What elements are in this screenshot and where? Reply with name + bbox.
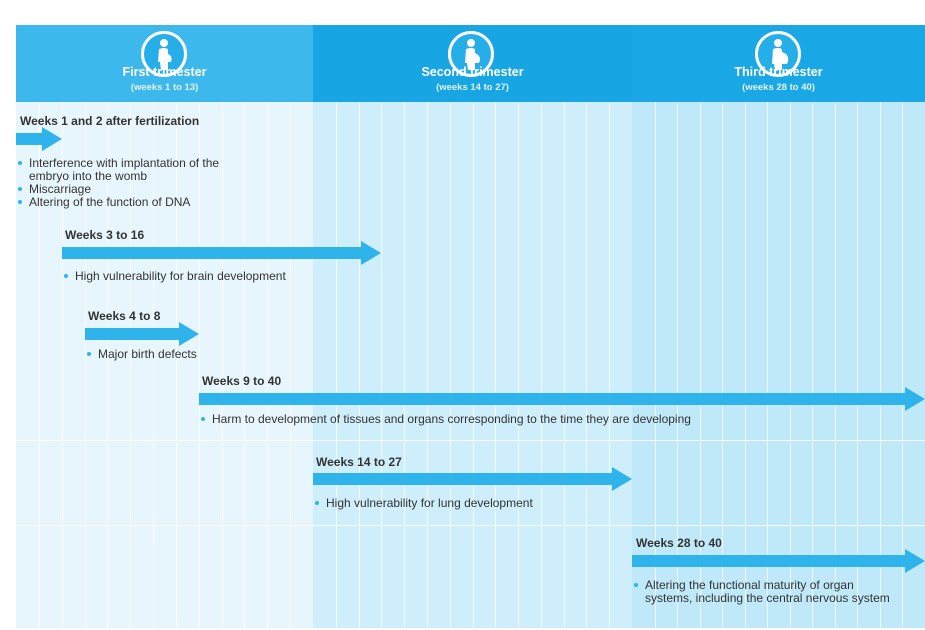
- period-arrow: [62, 241, 381, 265]
- period-label: Weeks 9 to 40: [202, 374, 282, 388]
- week-gridline: [541, 100, 542, 628]
- period-label: Weeks 1 and 2 after fertilization: [20, 114, 200, 128]
- period-label: Weeks 3 to 16: [65, 228, 145, 242]
- week-gridline: [427, 100, 428, 628]
- effect-item: High vulnerability for brain development: [62, 270, 382, 283]
- effect-item: Major birth defects: [85, 348, 285, 361]
- effect-item: High vulnerability for lung development: [313, 497, 623, 510]
- effect-item: Altering of the function of DNA: [16, 196, 246, 209]
- period-label: Weeks 4 to 8: [88, 309, 161, 323]
- period-arrow: [199, 387, 925, 411]
- week-gridline: [359, 100, 360, 628]
- row-divider: [16, 440, 925, 441]
- trimester-title: First trimester: [122, 65, 207, 79]
- period-arrow: [313, 467, 632, 491]
- week-gridline: [336, 100, 337, 628]
- week-gridline: [564, 100, 565, 628]
- week-gridline: [586, 100, 587, 628]
- trimester-weeks: (weeks 28 to 40): [742, 82, 815, 93]
- week-gridline: [518, 100, 519, 628]
- week-gridline: [290, 100, 291, 628]
- second-trimester-header: [313, 25, 632, 102]
- effect-item: Harm to development of tissues and organs corresponding to the time they are developing: [199, 413, 899, 426]
- effects-list: [16, 157, 246, 209]
- period-arrow: [632, 549, 925, 573]
- trimester-title: Second trimester: [421, 65, 524, 79]
- effect-item: Interference with implantation of the embryo into the womb: [16, 157, 246, 183]
- period-label: Weeks 28 to 40: [636, 536, 722, 550]
- week-gridline: [473, 100, 474, 628]
- week-gridline: [609, 100, 610, 628]
- effects-list: [85, 348, 285, 361]
- period-arrow: [16, 127, 62, 151]
- trimester-weeks: (weeks 14 to 27): [436, 82, 509, 93]
- trimester-title: Third trimester: [734, 65, 823, 79]
- week-gridline: [450, 100, 451, 628]
- effects-list: [313, 497, 623, 510]
- effects-list: [632, 579, 900, 605]
- week-gridline: [381, 100, 382, 628]
- period-arrow: [85, 322, 199, 346]
- week-gridline: [404, 100, 405, 628]
- effects-list: [62, 270, 382, 283]
- effect-item: Miscarriage: [16, 183, 246, 196]
- first-trimester-header: [16, 25, 313, 102]
- week-gridline: [495, 100, 496, 628]
- trimester-weeks: (weeks 1 to 13): [130, 82, 199, 93]
- row-divider: [16, 525, 925, 526]
- period-label: Weeks 14 to 27: [316, 455, 402, 469]
- effect-item: Altering the functional maturity of organ systems, including the central nervous system: [632, 579, 900, 605]
- week-gridline: [267, 100, 268, 628]
- effects-list: [199, 413, 899, 426]
- third-trimester-header: [632, 25, 925, 102]
